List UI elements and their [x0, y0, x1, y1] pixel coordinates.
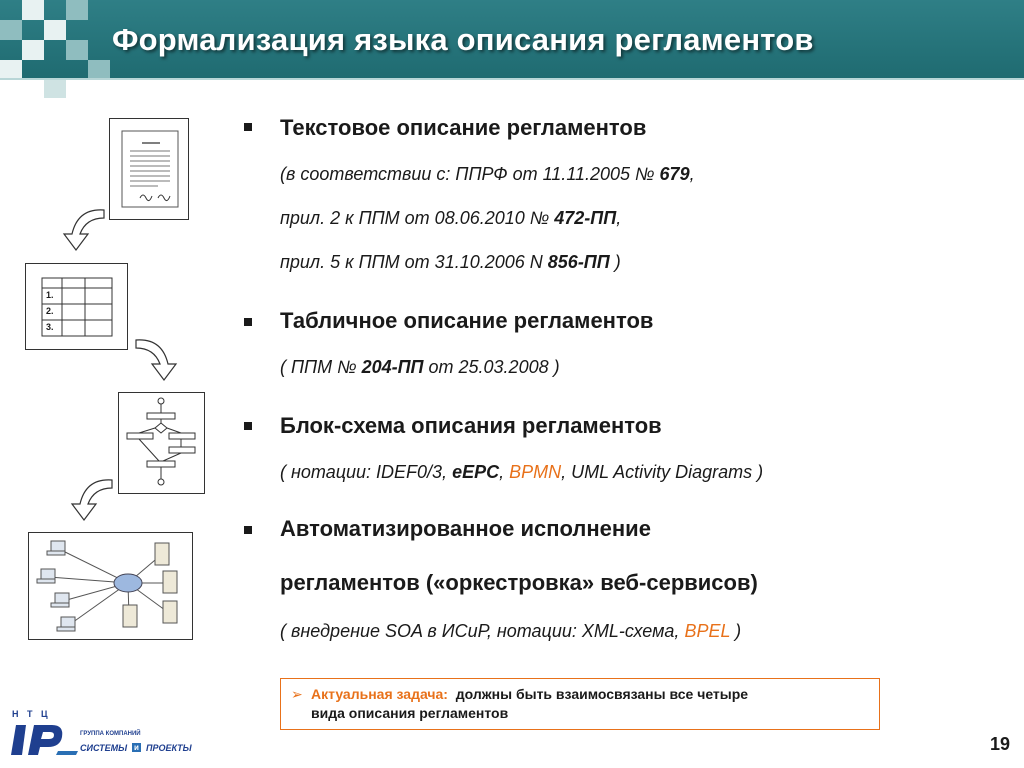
slide-title: Формализация языка описания регламентов — [112, 22, 814, 57]
deco-square — [44, 80, 66, 98]
bullet-subline — [280, 164, 695, 185]
process-diagram — [0, 100, 240, 660]
document-frame — [109, 118, 189, 220]
logo-projects: ПРОЕКТЫ — [146, 743, 192, 753]
table-row-label: 3. — [46, 322, 54, 332]
callout-text: должны быть взаимосвязаны все четыре — [455, 686, 749, 702]
sub-text: , — [616, 208, 622, 228]
sub-text: прил. 2 к ППМ от 08.06.2010 № — [280, 208, 555, 228]
deco-square — [66, 40, 88, 60]
logo-group: ГРУППА КОМПАНИЙ — [80, 731, 141, 737]
sub-highlight: BPEL — [684, 621, 731, 641]
bullet-heading-automation-line2: регламентов («оркестровка» веб-сервисов) — [280, 570, 758, 595]
deco-square — [22, 0, 44, 20]
sub-text: ( ППМ № — [280, 357, 362, 377]
bullet-heading-automation-line1: Автоматизированное исполнение — [280, 516, 651, 541]
sub-text: прил. 5 к ППМ от 31.10.2006 N — [280, 252, 548, 272]
deco-square — [0, 20, 22, 40]
callout-line-1 — [311, 685, 869, 704]
sub-text: ( внедрение SOA в ИСиР, нотации: XML-схема, — [280, 621, 685, 641]
document-icon — [110, 119, 190, 221]
deco-square — [66, 0, 88, 20]
sub-bold: 679 — [659, 164, 690, 184]
sub-bold: 472-ПП — [554, 208, 617, 228]
sub-text: , — [689, 164, 695, 184]
bullet-marker — [244, 123, 252, 131]
sub-text: ( нотации: IDEF0/3, — [280, 462, 453, 482]
chevron-right-icon: ➢ — [291, 686, 303, 702]
bullet-marker — [244, 318, 252, 326]
sub-text: , — [499, 462, 510, 482]
deco-square — [88, 60, 110, 78]
curved-arrow-icon — [132, 334, 184, 384]
sub-text: , UML Activity Diagrams ) — [561, 462, 764, 482]
sub-text: ) — [609, 252, 621, 272]
network-frame — [28, 532, 193, 640]
sub-highlight: BPMN — [509, 462, 562, 482]
table-row-label: 1. — [46, 290, 54, 300]
sub-bold: 856-ПП — [547, 252, 610, 272]
company-logo — [8, 707, 228, 763]
header-divider — [0, 78, 1024, 80]
bullet-marker — [244, 526, 252, 534]
bullet-heading-table: Табличное описание регламентов — [280, 308, 654, 333]
bullet-heading-flowchart: Блок-схема описания регламентов — [280, 413, 662, 438]
table-row-label: 2. — [46, 306, 54, 316]
logo-ntc: Н Т Ц — [12, 709, 51, 719]
deco-square — [22, 40, 44, 60]
logo-systems: СИСТЕМЫ — [80, 743, 128, 753]
deco-square — [44, 20, 66, 40]
bullet-subline — [280, 621, 741, 642]
curved-arrow-icon — [56, 204, 108, 254]
bullet-heading-text: Текстовое описание регламентов — [280, 115, 647, 140]
sub-text: ) — [730, 621, 742, 641]
callout-label: Актуальная задача: — [311, 686, 448, 702]
network-icon — [29, 533, 194, 641]
callout-line-2: вида описания регламентов — [311, 705, 509, 721]
curved-arrow-icon — [64, 474, 116, 524]
flowchart-icon — [119, 393, 206, 495]
flowchart-frame — [118, 392, 205, 494]
slide-header — [0, 0, 1024, 78]
bullet-subline — [280, 462, 763, 483]
sub-bold: 204-ПП — [361, 357, 424, 377]
logo-and: и — [134, 743, 139, 752]
sub-text: от 25.03.2008 ) — [423, 357, 560, 377]
sub-text: (в соответствии с: ППРФ от 11.11.2005 № — [280, 164, 660, 184]
table-icon — [26, 264, 129, 351]
bullet-subline — [280, 357, 560, 378]
callout-box — [280, 678, 880, 730]
table-frame — [25, 263, 128, 350]
bullet-subline — [280, 208, 621, 229]
bullet-subline — [280, 252, 621, 273]
sub-bold: eEPC — [452, 462, 500, 482]
deco-square — [0, 60, 22, 78]
bullet-marker — [244, 422, 252, 430]
page-number: 19 — [990, 734, 1011, 754]
